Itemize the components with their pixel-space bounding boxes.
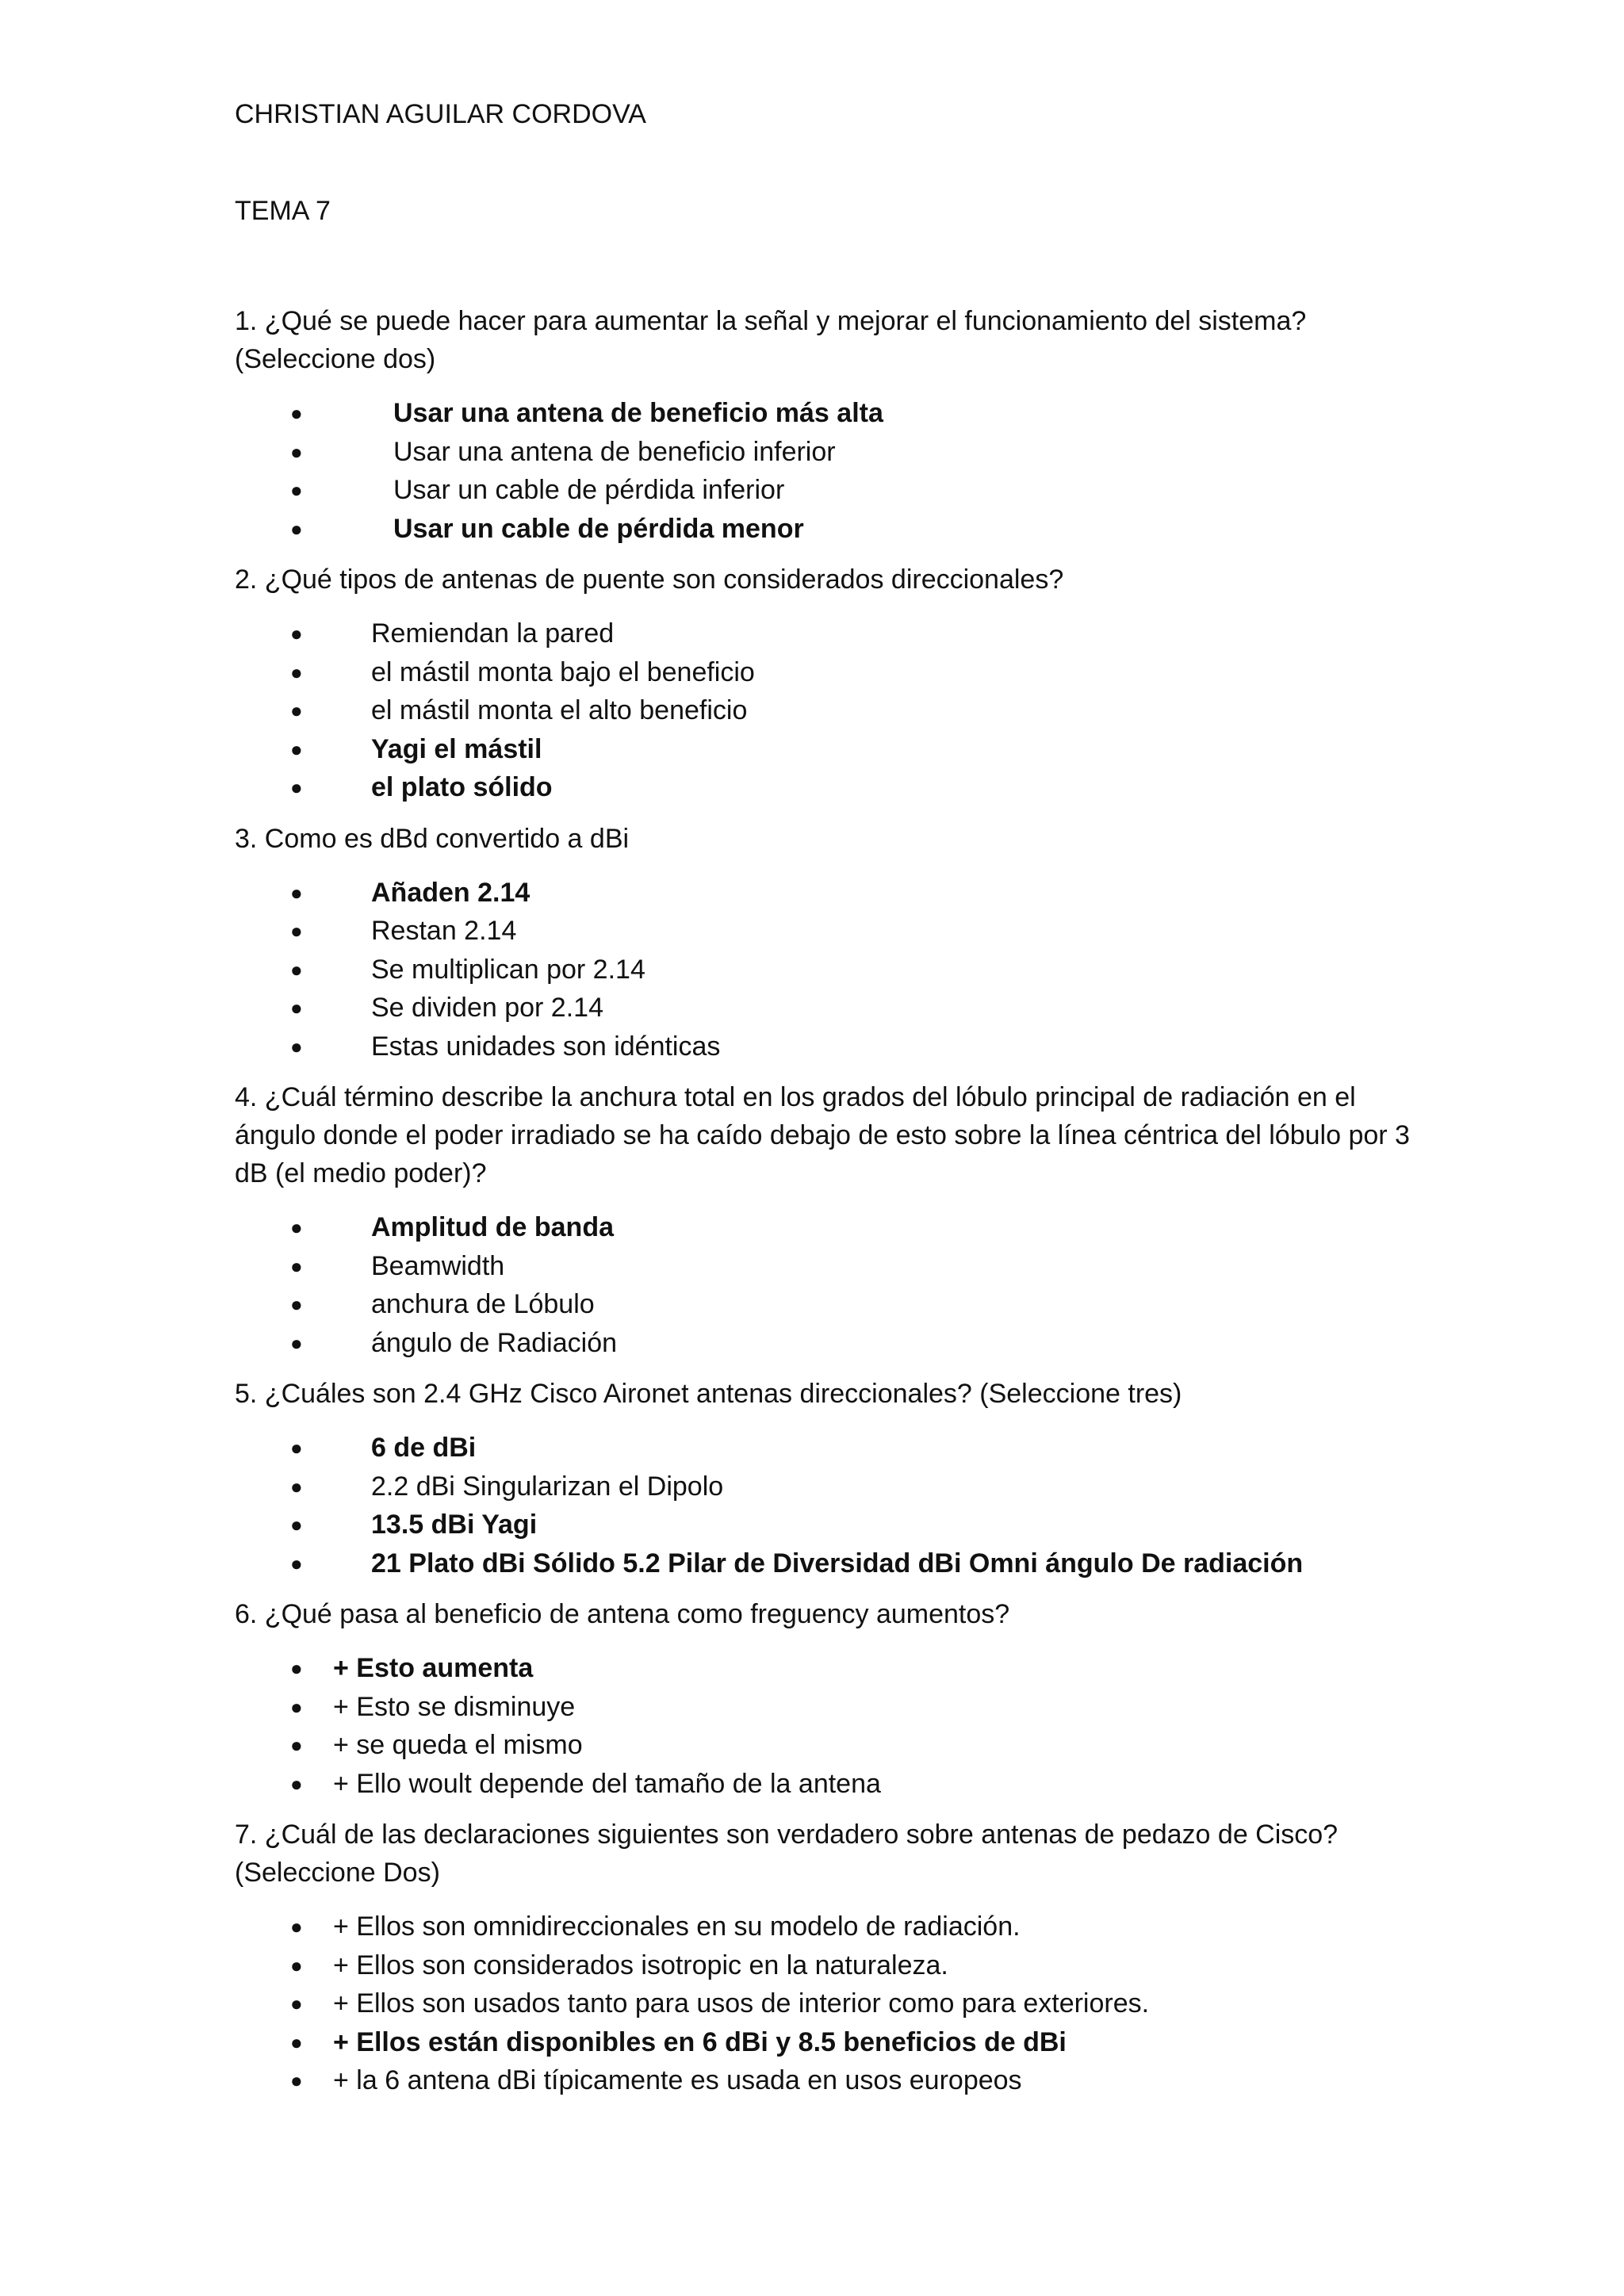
option-text: Beamwidth xyxy=(371,1250,505,1281)
option-text: 13.5 dBi Yagi xyxy=(371,1510,538,1540)
bullet-icon: ● xyxy=(290,1436,303,1460)
option-text: + Ello woult depende del tamaño de la antena xyxy=(333,1768,881,1799)
option-item xyxy=(235,510,1440,549)
option-item xyxy=(235,691,1440,730)
bullet-icon: ● xyxy=(290,2030,303,2054)
option-item xyxy=(235,1726,1440,1765)
bullet-icon: ● xyxy=(290,996,303,1020)
option-item xyxy=(235,989,1440,1027)
option-text: Estas unidades son idénticas xyxy=(371,1031,721,1062)
option-text: 6 de dBi xyxy=(371,1433,477,1463)
question-list xyxy=(235,302,1440,2113)
option-text: el mástil monta el alto beneficio xyxy=(371,695,748,725)
option-item xyxy=(235,471,1440,510)
bullet-icon: ● xyxy=(290,1551,303,1575)
option-text: el plato sólido xyxy=(371,772,553,802)
option-item xyxy=(235,1688,1440,1727)
option-text: + Esto aumenta xyxy=(333,1653,534,1683)
bullet-icon: ● xyxy=(290,737,303,761)
options-list-2 xyxy=(235,614,1440,807)
option-item xyxy=(235,1649,1440,1688)
bullet-icon: ● xyxy=(290,919,303,943)
options-list-4 xyxy=(235,1208,1440,1362)
bullet-icon: ● xyxy=(290,1292,303,1316)
option-text: Usar una antena de beneficio inferior xyxy=(393,436,836,467)
option-item xyxy=(235,1506,1440,1544)
option-item xyxy=(235,1946,1440,1985)
option-item xyxy=(235,394,1440,433)
option-item xyxy=(235,1324,1440,1363)
bullet-icon: ● xyxy=(290,401,303,425)
author-name: CHRISTIAN AGUILAR CORDOVA xyxy=(235,99,646,129)
option-text: Amplitud de banda xyxy=(371,1212,614,1242)
options-list-3 xyxy=(235,874,1440,1066)
option-text: Remiendan la pared xyxy=(371,618,615,649)
bullet-icon: ● xyxy=(290,698,303,722)
option-item xyxy=(235,653,1440,692)
bullet-icon: ● xyxy=(290,622,303,645)
question-3: 3. Como es dBd convertido a dBi xyxy=(235,823,630,854)
option-item xyxy=(235,2023,1440,2062)
option-text: anchura de Lóbulo xyxy=(371,1289,595,1319)
option-item xyxy=(235,768,1440,807)
option-text: 21 Plato dBi Sólido 5.2 Pilar de Diversidad dBi Omni ángulo De radiación xyxy=(371,1548,1304,1578)
option-text: Yagi el mástil xyxy=(371,733,542,764)
bullet-icon: ● xyxy=(290,1513,303,1536)
bullet-icon: ● xyxy=(290,660,303,684)
option-text: + Ellos están disponibles en 6 dBi y 8.5 beneficios de dBi xyxy=(333,2026,1067,2057)
option-item xyxy=(235,1544,1440,1583)
option-item xyxy=(235,1208,1440,1247)
option-text: + Esto se disminuye xyxy=(333,1691,576,1722)
option-item xyxy=(235,433,1440,472)
options-list-7 xyxy=(235,1908,1440,2100)
option-text: + se queda el mismo xyxy=(333,1730,583,1760)
question-7: 7. ¿Cuál de las declaraciones siguientes son verdadero sobre antenas de pedazo de Cisco? (Seleccione Dos) xyxy=(235,1820,1339,1888)
option-text: + Ellos son omnidireccionales en su modelo de radiación. xyxy=(333,1911,1021,1942)
bullet-icon: ● xyxy=(290,1771,303,1796)
question-6: 6. ¿Qué pasa al beneficio de antena como freguency aumentos? xyxy=(235,1599,1010,1629)
option-item xyxy=(235,1765,1440,1804)
bullet-icon: ● xyxy=(290,957,303,982)
option-item xyxy=(235,1247,1440,1286)
question-5: 5. ¿Cuáles son 2.4 GHz Cisco Aironet antenas direccionales? (Seleccione tres) xyxy=(235,1379,1182,1409)
option-item xyxy=(235,730,1440,769)
bullet-icon: ● xyxy=(290,1992,303,2015)
option-item xyxy=(235,1984,1440,2023)
options-list-6 xyxy=(235,1649,1440,1803)
option-text: 2.2 dBi Singularizan el Dipolo xyxy=(371,1471,724,1502)
option-text: el mástil monta bajo el beneficio xyxy=(371,656,755,687)
option-item xyxy=(235,614,1440,653)
bullet-icon: ● xyxy=(290,439,303,464)
option-item xyxy=(235,951,1440,989)
question-4: 4. ¿Cuál término describe la anchura total en los grados del lóbulo principal de radiación en el ángulo donde el poder irradiado se ha caído debajo de esto sobre la línea céntrica del lóbulo por 3 dB (el medio poder)? xyxy=(235,1082,1410,1188)
option-item xyxy=(235,2061,1440,2100)
option-item xyxy=(235,1429,1440,1468)
option-text: Restan 2.14 xyxy=(371,916,517,946)
option-item xyxy=(235,1285,1440,1324)
topic-title: TEMA 7 xyxy=(235,196,331,226)
bullet-icon: ● xyxy=(290,1474,303,1498)
option-text: + Ellos son considerados isotropic en la naturaleza. xyxy=(333,1950,948,1980)
option-text: Se dividen por 2.14 xyxy=(371,993,603,1023)
option-text: + la 6 antena dBi típicamente es usada en usos europeos xyxy=(333,2065,1022,2095)
bullet-icon: ● xyxy=(290,516,303,541)
option-text: Añaden 2.14 xyxy=(371,877,530,908)
option-item xyxy=(235,1027,1440,1066)
bullet-icon: ● xyxy=(290,1733,303,1757)
option-item xyxy=(235,874,1440,913)
option-text: Usar un cable de pérdida inferior xyxy=(393,475,785,505)
bullet-icon: ● xyxy=(290,2068,303,2092)
option-text: Usar un cable de pérdida menor xyxy=(393,513,804,544)
option-text: + Ellos son usados tanto para usos de interior como para exteriores. xyxy=(333,1988,1150,2019)
option-text: Usar una antena de beneficio más alta xyxy=(393,398,883,428)
option-item xyxy=(235,1908,1440,1946)
question-2: 2. ¿Qué tipos de antenas de puente son considerados direccionales? xyxy=(235,564,1064,595)
bullet-icon: ● xyxy=(290,775,303,799)
bullet-icon: ● xyxy=(290,478,303,502)
option-item xyxy=(235,912,1440,951)
bullet-icon: ● xyxy=(290,880,303,905)
bullet-icon: ● xyxy=(290,1953,303,1977)
options-list-5 xyxy=(235,1429,1440,1582)
bullet-icon: ● xyxy=(290,1215,303,1239)
option-item xyxy=(235,1468,1440,1506)
question-1: 1. ¿Qué se puede hacer para aumentar la señal y mejorar el funcionamiento del sistema? (Seleccione dos) xyxy=(235,306,1307,374)
bullet-icon: ● xyxy=(290,1034,303,1058)
bullet-icon: ● xyxy=(290,1694,303,1719)
bullet-icon: ● xyxy=(290,1656,303,1680)
option-text: Se multiplican por 2.14 xyxy=(371,954,645,985)
bullet-icon: ● xyxy=(290,1915,303,1938)
option-text: ángulo de Radiación xyxy=(371,1327,618,1358)
options-list-1 xyxy=(235,394,1440,548)
bullet-icon: ● xyxy=(290,1330,303,1355)
bullet-icon: ● xyxy=(290,1253,303,1278)
